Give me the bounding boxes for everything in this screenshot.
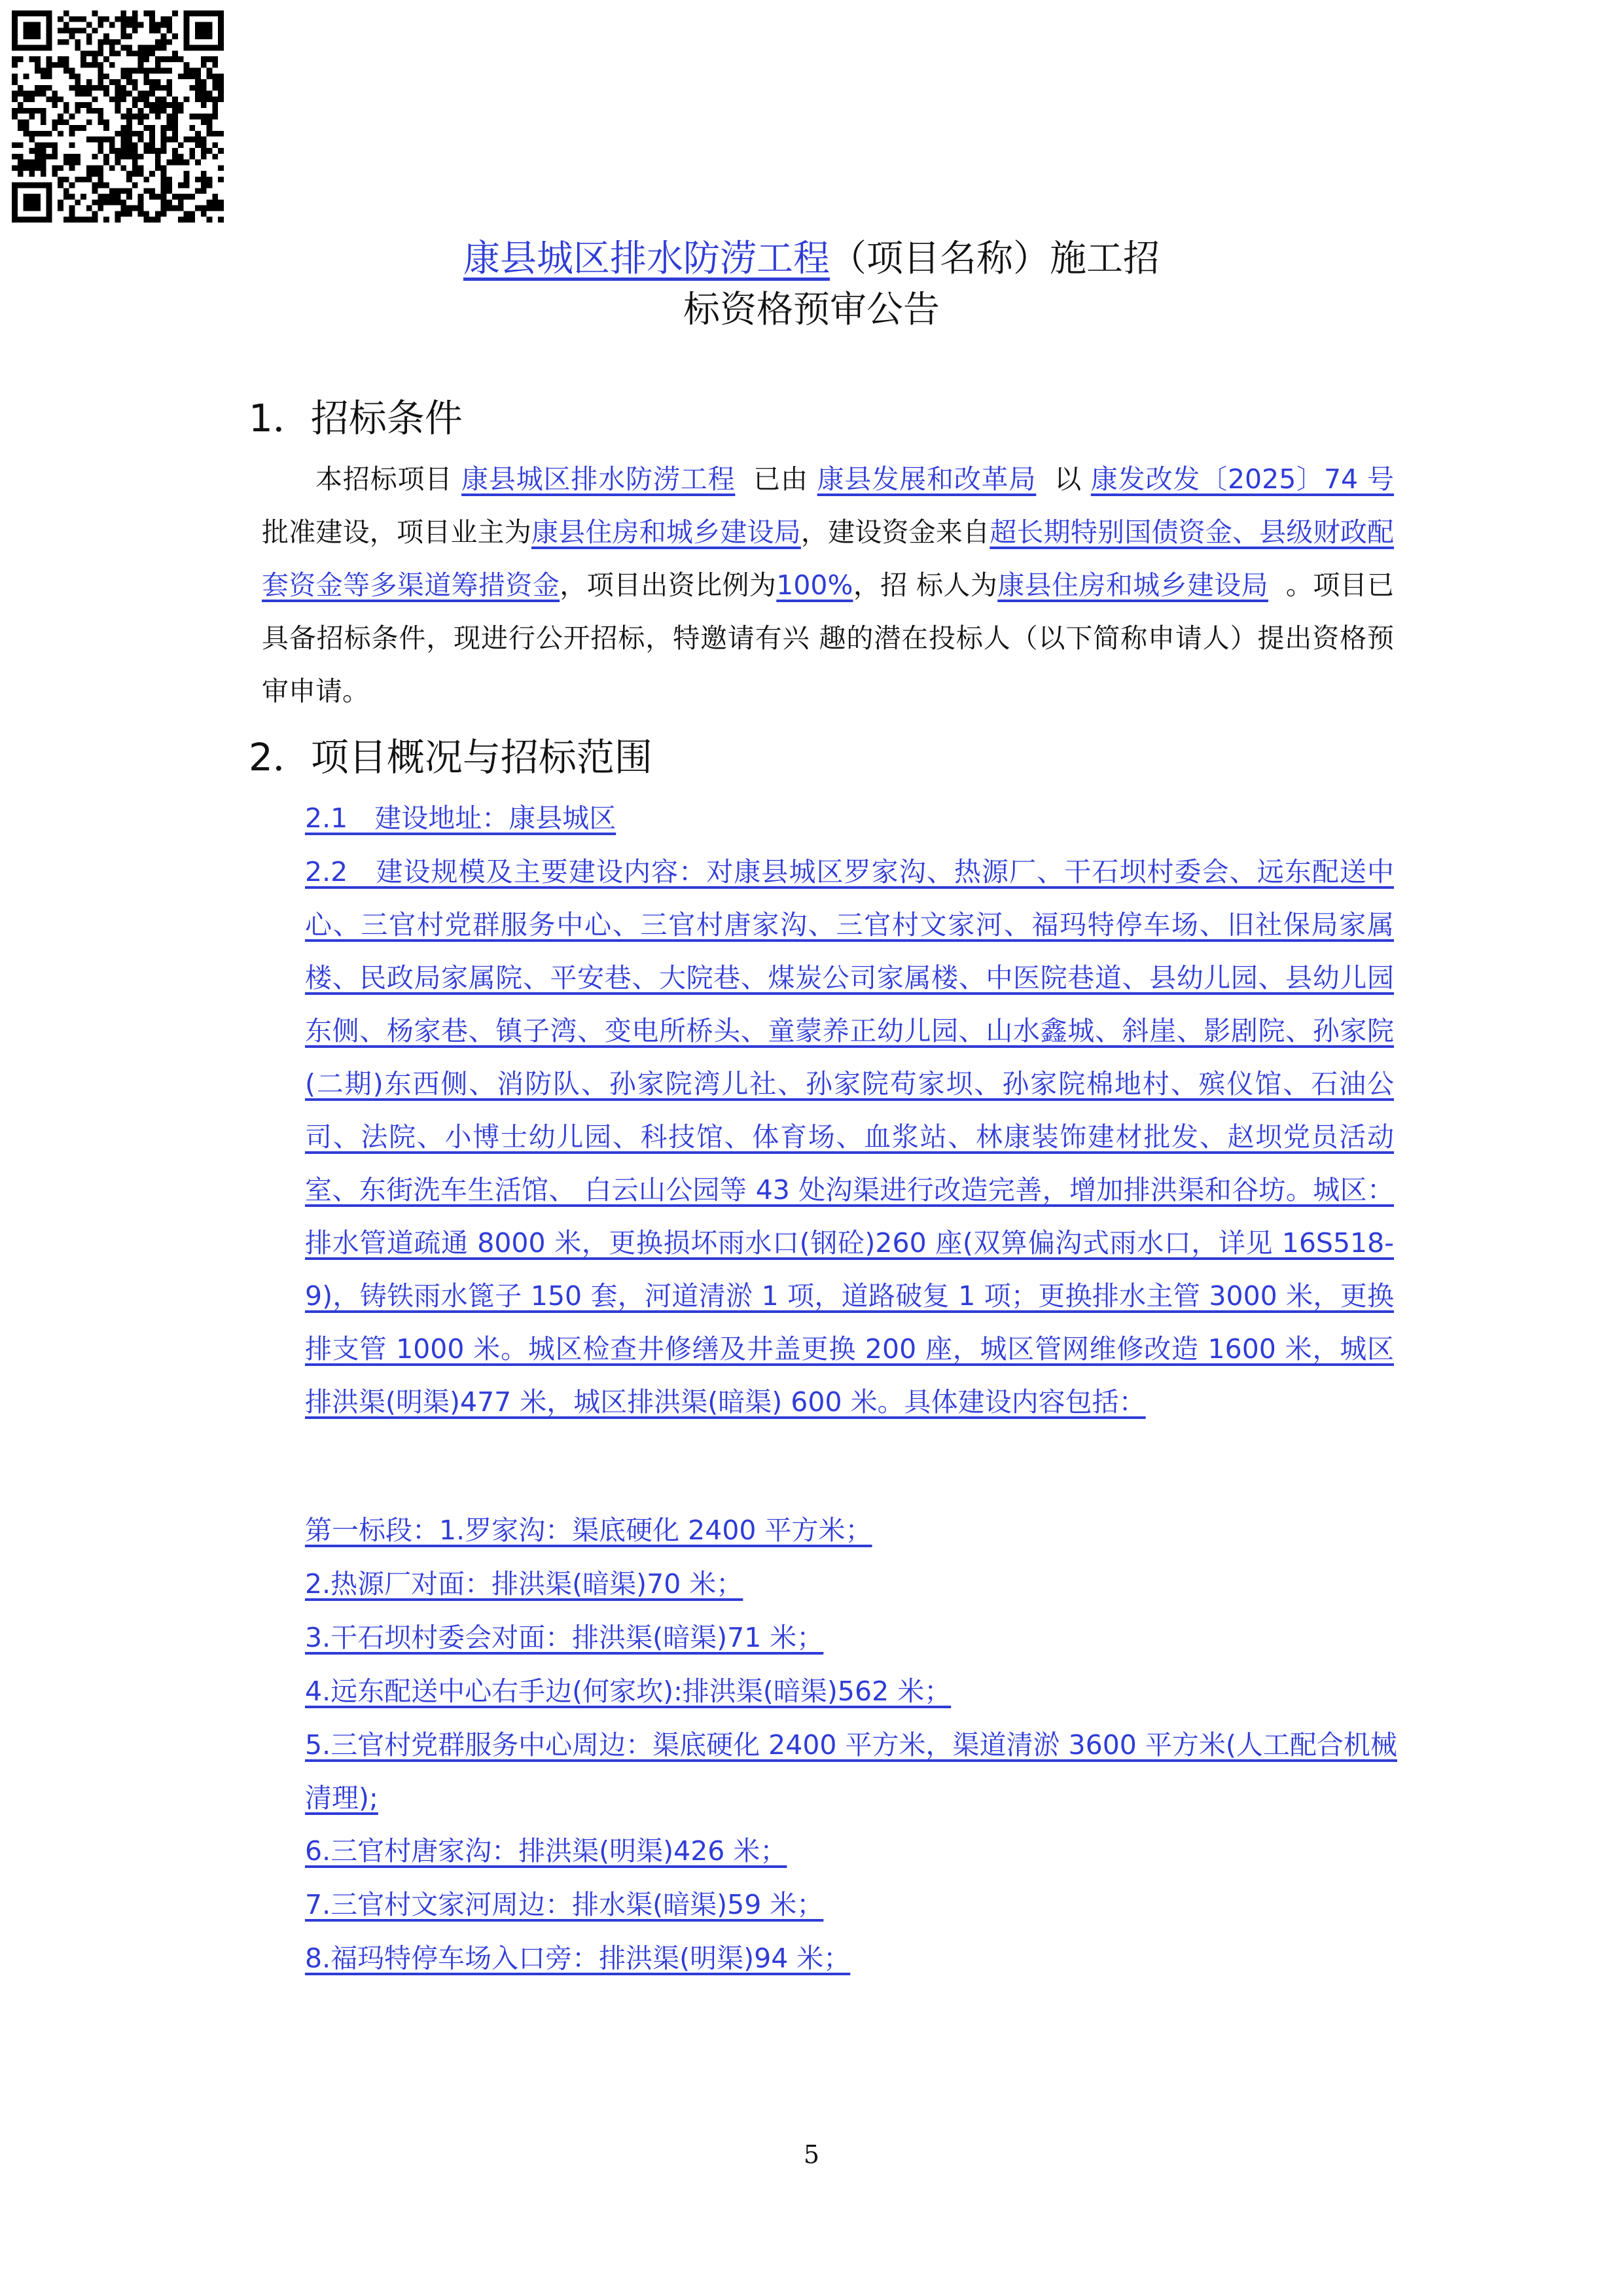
approval-authority: 康县发展和改革局 — [817, 463, 1037, 495]
list-item: 6.三官村唐家沟：排洪渠(明渠)426 米； — [305, 1835, 787, 1867]
list-item: 7.三官村文家河周边：排水渠(暗渠)59 米； — [305, 1889, 824, 1920]
section1-body: 本招标项目 康县城区排水防涝工程 已由 康县发展和改革局 以 康发改发〔2025〕74 号批准建设，项目业主为康县住房和城乡建设局，建设资金来自超长期特别国债资金、县级财政配套资金等多渠道筹措资金，项目出资比例为100%，招 标人为康县住房和城乡建设局 。项目已具备招标条件，现进行公开招标，特邀请有兴 趣的潜在投标人（以下简称申请人）提出资格预审申请。 — [262, 463, 1395, 707]
list-item: 8.福玛特停车场入口旁：排洪渠(明渠)94 米； — [305, 1943, 851, 1974]
section1-heading: 1．招标条件 — [249, 396, 463, 440]
project-name-link[interactable]: 康县城区排水防涝工程 — [463, 238, 830, 280]
list-item: 4.远东配送中心右手边(何家坎):排洪渠(暗渠)562 米； — [305, 1676, 952, 1707]
notice-title-line2: 标资格预审公告 — [683, 289, 940, 331]
list-item: 第一标段：1.罗家沟：渠底硬化 2400 平方米； — [305, 1515, 872, 1546]
funding-source: 超长期特别国债资金、县级财政配套资金等多渠道筹措资金 — [262, 516, 1395, 601]
construction-scope: 2.2 建设规模及主要建设内容：对康县城区罗家沟、热源厂、干石坝村委会、远东配送中心、三官村党群服务中心、三官村唐家沟、三官村文家河、福玛特停车场、旧社保局家属楼、民政局家属院、平安巷、大院巷、煤炭公司家属楼、中医院巷道、县幼儿园、县幼儿园东侧、杨家巷、镇子湾、变电所桥头、童蒙养正幼儿园、山水鑫城、斜崖、影剧院、孙家院(二期)东西侧、消防队、孙家院湾儿社、孙家院苟家坝、孙家院棉地村、殡仪馆、石油公司、法院、小博士幼儿园、科技馆、体育场、血浆站、林康装饰建材批发、赵坝党员活动室、东街洗车生活馆、 白云山公园等 43 处沟渠进行改造完善，增加排洪渠和谷坊。城区：排水管道疏通 8000 米，更换损坏雨水口(钢砼)260 座(双箅偏沟式雨水口，详见 16S518-9)，铸铁雨水篦子 150 套，河道清淤 1 项，道路破复 1 项；更换排水主管 3000 米，更换排支管 1000 米。城区检查井修缮及井盖更换 200 座，城区管网维修改造 1600 米，城区排洪渠(明渠)477 米，城区排洪渠(暗渠) 600 米。具体建设内容包括： — [305, 856, 1394, 1418]
title-rest: （项目名称）施工招 — [830, 238, 1160, 280]
qr-code — [12, 10, 224, 223]
list-item: 2.热源厂对面：排洪渠(暗渠)70 米； — [305, 1568, 743, 1600]
page-number: 5 — [803, 2140, 820, 2169]
tenderer: 康县住房和城乡建设局 — [997, 569, 1269, 601]
approval-doc: 康发改发〔2025〕74 号 — [1090, 463, 1395, 495]
section2-heading: 2．项目概况与招标范围 — [249, 735, 652, 780]
list-item: 5.三官村党群服务中心周边：渠底硬化 2400 平方米，渠道清淤 3600 平方米(人工配合机械清理); — [305, 1729, 1397, 1814]
list-item: 3.干石坝村委会对面：排洪渠(暗渠)71 米； — [305, 1622, 824, 1653]
project-name: 康县城区排水防涝工程 — [461, 463, 736, 495]
project-owner: 康县住房和城乡建设局 — [531, 516, 801, 548]
notice-title-line1 — [0, 236, 1623, 283]
funding-ratio: 100% — [776, 569, 853, 601]
construction-address: 2.1 建设地址：康县城区 — [305, 802, 616, 834]
